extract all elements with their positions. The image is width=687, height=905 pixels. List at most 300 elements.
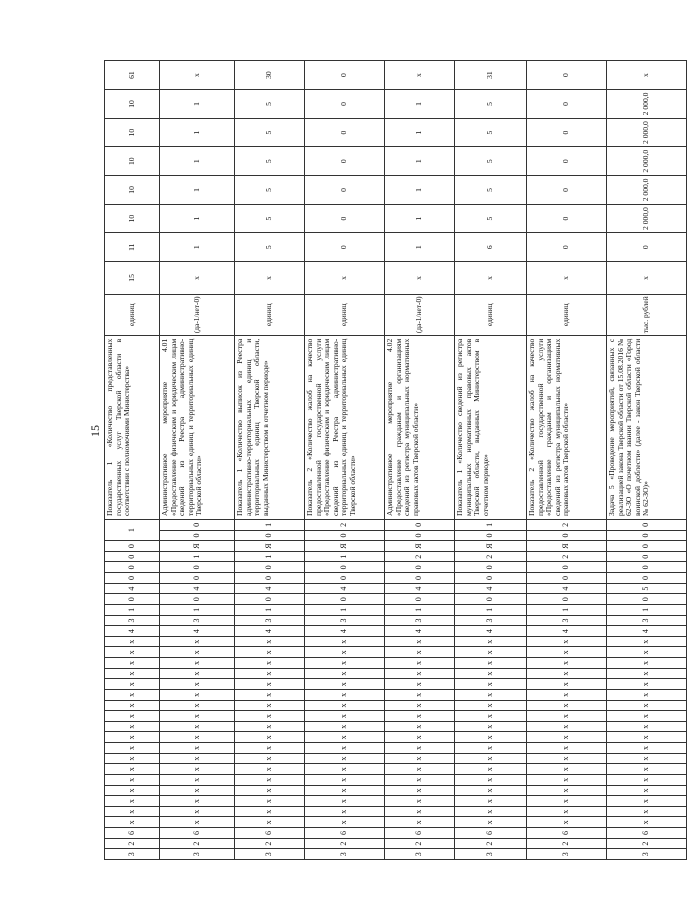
code-cell: 0 (527, 573, 607, 584)
code-cell: 3 (385, 615, 455, 626)
code-cell: 0 (385, 520, 455, 531)
code-cell: x (385, 743, 455, 754)
code-cell: 4 (607, 626, 687, 637)
value-cell: 5 (235, 176, 305, 205)
code-cell: x (527, 700, 607, 711)
code-cell: x (160, 690, 235, 701)
code-cell: Я (235, 541, 305, 552)
code-cell: x (607, 690, 687, 701)
code-cell: x (105, 668, 160, 679)
code-cell: x (105, 690, 160, 701)
code-cell: x (305, 764, 385, 775)
value-cell: x (385, 262, 455, 295)
code-cell: x (105, 796, 160, 807)
value-cell: 11 (105, 233, 160, 262)
code-cell: x (385, 796, 455, 807)
value-cell: 1 (160, 204, 235, 233)
code-cell: x (527, 636, 607, 647)
value-cell: 5 (235, 233, 305, 262)
value-cell: 1 (385, 90, 455, 119)
code-cell: 0 (607, 541, 687, 552)
code-cell: x (160, 775, 235, 786)
code-cell: x (455, 753, 527, 764)
code-cell: 4 (305, 626, 385, 637)
code-cell: 4 (455, 583, 527, 594)
code-cell: 0 (235, 562, 305, 573)
code-cell: x (305, 785, 385, 796)
code-cell: x (305, 732, 385, 743)
table-row (385, 61, 455, 860)
code-cell: 0 (607, 530, 687, 541)
code-cell: x (105, 679, 160, 690)
code-cell: x (455, 775, 527, 786)
code-cell: 1 (160, 551, 235, 562)
code-cell: x (607, 658, 687, 669)
value-cell: 5 (455, 90, 527, 119)
code-cell: x (305, 668, 385, 679)
code-cell: x (607, 732, 687, 743)
unit-cell: единиц (235, 294, 305, 335)
code-cell: 6 (455, 828, 527, 839)
code-cell: x (105, 711, 160, 722)
code-cell: 3 (527, 615, 607, 626)
code-cell: 0 (305, 573, 385, 584)
code-cell: 1 (385, 605, 455, 616)
code-cell: x (160, 796, 235, 807)
value-cell: 0 (527, 176, 607, 205)
code-cell: x (105, 743, 160, 754)
code-cell: x (105, 764, 160, 775)
code-cell: 1 (235, 551, 305, 562)
code-cell: x (160, 711, 235, 722)
code-cell: x (235, 721, 305, 732)
code-cell: 0 (607, 594, 687, 605)
value-cell: 2 000,0 (607, 147, 687, 176)
code-cell: x (235, 711, 305, 722)
value-cell: x (160, 262, 235, 295)
code-cell: 0 (160, 573, 235, 584)
code-cell: x (607, 785, 687, 796)
value-cell: 15 (105, 262, 160, 295)
value-cell: 0 (527, 233, 607, 262)
code-cell: x (455, 785, 527, 796)
code-cell: x (527, 796, 607, 807)
code-cell: x (235, 679, 305, 690)
code-cell: x (105, 753, 160, 764)
code-cell: 1 (235, 520, 305, 531)
code-cell: x (527, 775, 607, 786)
code-cell: x (527, 668, 607, 679)
code-cell: 3 (160, 615, 235, 626)
unit-cell: тыс. рублей (607, 294, 687, 335)
code-cell: x (105, 700, 160, 711)
code-cell: x (235, 753, 305, 764)
code-cell: 3 (607, 615, 687, 626)
value-cell: 5 (455, 118, 527, 147)
code-cell: 4 (527, 583, 607, 594)
code-cell: 3 (105, 849, 160, 860)
page-number: 15 (88, 425, 102, 437)
code-cell: 2 (455, 838, 527, 849)
code-cell: 0 (385, 562, 455, 573)
code-cell: x (527, 679, 607, 690)
code-cell: x (607, 775, 687, 786)
code-cell: 2 (105, 838, 160, 849)
table-row (455, 61, 527, 860)
code-cell: x (305, 679, 385, 690)
code-cell: 0 (527, 594, 607, 605)
code-cell: x (385, 658, 455, 669)
code-cell: x (455, 732, 527, 743)
value-cell: 0 (305, 176, 385, 205)
value-cell: 1 (385, 176, 455, 205)
code-cell: 6 (527, 828, 607, 839)
value-cell: 6 (455, 233, 527, 262)
code-cell: 0 (607, 551, 687, 562)
code-cell: 2 (235, 838, 305, 849)
code-cell: 6 (105, 828, 160, 839)
unit-cell: единиц (455, 294, 527, 335)
code-cell: x (235, 817, 305, 828)
value-cell: 0 (527, 147, 607, 176)
value-cell: 10 (105, 204, 160, 233)
code-cell: x (235, 700, 305, 711)
code-cell: x (527, 785, 607, 796)
value-cell: 1 (385, 204, 455, 233)
code-cell: x (455, 721, 527, 732)
code-cell: x (160, 817, 235, 828)
code-cell: 4 (305, 583, 385, 594)
code-cell: x (160, 721, 235, 732)
code-cell: x (607, 817, 687, 828)
table-row (235, 61, 305, 860)
description-cell: Показатель 1 «Количество выписок из Реестра административно-территориальных единиц и территориальных единиц Тверской области, выданных Министерством в отчетном периоде» (235, 335, 305, 519)
code-cell: 0 (607, 562, 687, 573)
code-cell: x (305, 817, 385, 828)
code-cell: 3 (235, 849, 305, 860)
code-cell: 0 (385, 594, 455, 605)
code-cell: x (527, 647, 607, 658)
value-cell: x (527, 262, 607, 295)
code-cell: x (385, 668, 455, 679)
value-cell: 0 (305, 90, 385, 119)
code-cell: x (607, 764, 687, 775)
table-row (607, 61, 687, 860)
value-cell: 0 (305, 118, 385, 147)
code-cell: 0 (235, 573, 305, 584)
value-cell: 2 000,0 (607, 118, 687, 147)
unit-cell: единиц (305, 294, 385, 335)
value-cell: 5 (235, 204, 305, 233)
description-cell: Административное мероприятие 4.02 «Предоставление гражданам и организациям сведений из регистра муниципальных нормативных правовых актов Тверской области» (385, 335, 455, 519)
code-cell: x (527, 817, 607, 828)
code-cell: x (160, 679, 235, 690)
value-cell: 0 (527, 90, 607, 119)
code-cell: 0 (235, 594, 305, 605)
code-cell: x (105, 732, 160, 743)
value-cell: x (305, 262, 385, 295)
code-cell: x (235, 785, 305, 796)
description-cell: Административное мероприятие 4.01 «Предоставление физическим и юридическим лицам сведений из Реестра административно-территориальных единиц и территориальных единиц Тверской области» (160, 335, 235, 519)
code-cell: x (455, 796, 527, 807)
value-cell: 10 (105, 90, 160, 119)
code-cell: 0 (105, 551, 160, 562)
code-cell: x (105, 658, 160, 669)
code-cell: 0 (455, 530, 527, 541)
code-cell: x (160, 700, 235, 711)
code-cell: 1 (455, 520, 527, 531)
code-cell: x (385, 753, 455, 764)
code-cell: 6 (305, 828, 385, 839)
code-cell: x (235, 668, 305, 679)
code-cell: x (607, 679, 687, 690)
code-cell: 1 (455, 605, 527, 616)
code-cell: x (305, 647, 385, 658)
value-cell: 0 (305, 233, 385, 262)
code-cell: 0 (455, 562, 527, 573)
code-cell: 1 (305, 551, 385, 562)
code-cell: x (607, 721, 687, 732)
code-cell: x (160, 743, 235, 754)
value-cell: 5 (455, 147, 527, 176)
code-cell: 0 (235, 530, 305, 541)
code-cell: Я (527, 541, 607, 552)
value-cell: 5 (235, 147, 305, 176)
code-cell: x (105, 721, 160, 732)
value-cell: 2 000,0 (607, 176, 687, 205)
value-cell: 0 (305, 61, 385, 90)
code-cell: 3 (385, 849, 455, 860)
description-cell: Показатель 1 «Количество сведений из регистра муниципальных нормативных правовых актов Тверской области, выданных Министерством в отчетном периоде» (455, 335, 527, 519)
code-cell: x (385, 711, 455, 722)
code-cell: x (105, 636, 160, 647)
code-cell: x (160, 658, 235, 669)
code-cell: 1 (235, 605, 305, 616)
code-cell: 2 (607, 838, 687, 849)
description-cell: Показатель 2 «Количество жалоб на качество предоставленной государственной услуги «Предоставление физическим и юридическим лицам сведений из Реестра административно-территориальных единиц и территориальных единиц Тверской области» (305, 335, 385, 519)
code-cell: x (607, 668, 687, 679)
code-cell: 4 (455, 626, 527, 637)
code-cell: 5 (607, 583, 687, 594)
code-cell: x (527, 743, 607, 754)
value-cell: 0 (527, 118, 607, 147)
code-cell: 1 (105, 605, 160, 616)
program-table-rotated (104, 60, 651, 860)
value-cell: 1 (385, 147, 455, 176)
code-cell: x (607, 753, 687, 764)
code-cell: x (607, 806, 687, 817)
program-table (104, 60, 687, 860)
code-cell: 4 (105, 583, 160, 594)
code-cell: 3 (527, 849, 607, 860)
code-cell: x (527, 658, 607, 669)
code-cell: 0 (160, 594, 235, 605)
code-cell: x (385, 700, 455, 711)
code-cell: 4 (160, 626, 235, 637)
unit-cell: (да-1/нет-0) (160, 294, 235, 335)
code-cell: 0 (305, 530, 385, 541)
code-cell: 4 (385, 626, 455, 637)
code-cell: x (105, 806, 160, 817)
code-cell: x (235, 690, 305, 701)
code-cell: 0 (160, 530, 235, 541)
value-cell: 10 (105, 176, 160, 205)
value-cell: 0 (305, 147, 385, 176)
code-cell: x (607, 743, 687, 754)
code-cell: 2 (305, 838, 385, 849)
value-cell: 2 000,0 (607, 204, 687, 233)
value-cell: 1 (385, 118, 455, 147)
value-cell: x (385, 61, 455, 90)
value-cell: x (235, 262, 305, 295)
value-cell: 2 000,0 (607, 90, 687, 119)
code-cell: 1 (607, 605, 687, 616)
code-cell: 1 (305, 605, 385, 616)
code-cell: 0 (105, 562, 160, 573)
code-cell: x (235, 636, 305, 647)
value-cell: 5 (235, 118, 305, 147)
code-cell: 4 (160, 583, 235, 594)
code-cell: x (160, 732, 235, 743)
code-cell: 4 (235, 583, 305, 594)
code-cell: 4 (385, 583, 455, 594)
code-cell: 2 (385, 551, 455, 562)
code-cell: x (235, 658, 305, 669)
unit-cell: единиц (527, 294, 607, 335)
value-cell: 0 (607, 233, 687, 262)
code-cell: 0 (305, 562, 385, 573)
code-cell: x (455, 658, 527, 669)
code-cell: x (385, 679, 455, 690)
value-cell: 5 (455, 204, 527, 233)
code-cell: x (385, 690, 455, 701)
value-cell: 31 (455, 61, 527, 90)
code-cell: x (607, 711, 687, 722)
code-cell: x (105, 647, 160, 658)
code-cell: x (455, 668, 527, 679)
code-cell: 3 (160, 849, 235, 860)
value-cell: 0 (305, 204, 385, 233)
code-cell: 1 (160, 605, 235, 616)
code-cell: 0 (607, 573, 687, 584)
code-cell: x (455, 647, 527, 658)
code-cell: x (305, 775, 385, 786)
code-cell: x (527, 690, 607, 701)
code-cell: 0 (385, 530, 455, 541)
code-cell: x (527, 721, 607, 732)
code-cell: x (305, 700, 385, 711)
code-cell: x (160, 764, 235, 775)
code-cell: x (305, 796, 385, 807)
code-cell: x (455, 817, 527, 828)
code-cell: 0 (527, 530, 607, 541)
code-cell: 3 (305, 615, 385, 626)
code-cell: 2 (160, 838, 235, 849)
code-cell: Я (385, 541, 455, 552)
code-cell: 2 (305, 520, 385, 531)
value-cell: 1 (160, 176, 235, 205)
code-cell: 0 (105, 594, 160, 605)
code-cell: x (305, 806, 385, 817)
code-cell: x (305, 690, 385, 701)
description-cell: Задача 5 «Проведение мероприятий, связанных с реализацией закона Тверской области от 15.08.2016 № 62-ЗО «О почетном звании Тверской области «Город воинской доблести» (далее - закон Тверской области № 62-ЗО)» (607, 335, 687, 519)
code-cell: x (105, 817, 160, 828)
value-cell: x (455, 262, 527, 295)
code-cell: 0 (455, 573, 527, 584)
code-cell: 3 (455, 615, 527, 626)
code-cell: 1 (105, 520, 160, 541)
code-cell: x (305, 711, 385, 722)
value-cell: x (607, 262, 687, 295)
table-header-row (105, 61, 160, 860)
unit-cell: единиц (105, 294, 160, 335)
code-cell: x (305, 636, 385, 647)
code-cell: 6 (385, 828, 455, 839)
code-cell: x (527, 732, 607, 743)
code-cell: x (160, 668, 235, 679)
code-cell: x (527, 764, 607, 775)
code-cell: x (455, 700, 527, 711)
code-cell: 6 (160, 828, 235, 839)
code-cell: 0 (607, 520, 687, 531)
code-cell: x (607, 647, 687, 658)
code-cell: x (160, 785, 235, 796)
code-cell: x (235, 732, 305, 743)
code-cell: x (160, 636, 235, 647)
code-cell: x (235, 647, 305, 658)
code-cell: x (527, 806, 607, 817)
code-cell: 3 (305, 849, 385, 860)
code-cell: x (235, 806, 305, 817)
code-cell: x (105, 785, 160, 796)
code-cell: 0 (305, 594, 385, 605)
value-cell: 10 (105, 118, 160, 147)
code-cell: 2 (527, 838, 607, 849)
code-cell: x (527, 753, 607, 764)
code-cell: 3 (105, 615, 160, 626)
code-cell: 0 (527, 562, 607, 573)
value-cell: 61 (105, 61, 160, 90)
value-cell: 1 (160, 147, 235, 176)
code-cell: Я (160, 541, 235, 552)
value-cell: 1 (160, 118, 235, 147)
code-cell: x (607, 700, 687, 711)
code-cell: 0 (105, 541, 160, 552)
code-cell: 2 (455, 551, 527, 562)
code-cell: x (385, 721, 455, 732)
code-cell: x (455, 764, 527, 775)
code-cell: x (455, 690, 527, 701)
code-cell: 0 (385, 573, 455, 584)
code-cell: x (607, 636, 687, 647)
code-cell: x (385, 806, 455, 817)
table-row (305, 61, 385, 860)
code-cell: 2 (527, 551, 607, 562)
code-cell: x (305, 753, 385, 764)
code-cell: x (455, 711, 527, 722)
code-cell: x (385, 775, 455, 786)
value-cell: 0 (527, 61, 607, 90)
unit-cell: (да-1/нет-0) (385, 294, 455, 335)
value-cell: x (160, 61, 235, 90)
code-cell: x (160, 753, 235, 764)
code-cell: 0 (105, 573, 160, 584)
code-cell: x (235, 764, 305, 775)
code-cell: x (305, 743, 385, 754)
code-cell: x (385, 785, 455, 796)
code-cell: x (160, 647, 235, 658)
code-cell: x (455, 679, 527, 690)
